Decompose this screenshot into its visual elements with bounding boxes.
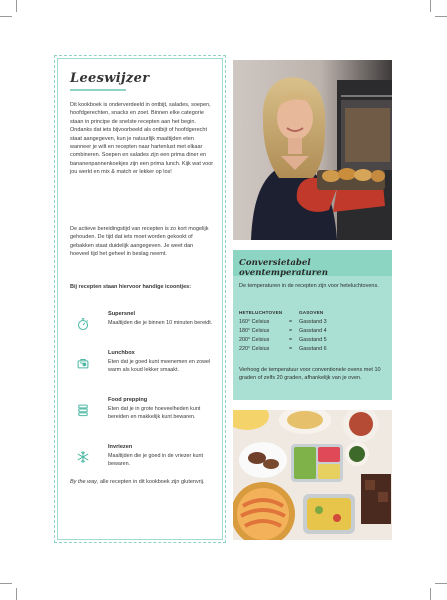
crop-mark bbox=[430, 0, 431, 12]
icon-title: Supersnel bbox=[108, 311, 136, 317]
conversion-note: Verhoog de temperatuur voor conventionele ovens met 10 graden of zelfs 20 graden, afhankelijk van je oven. bbox=[239, 367, 381, 382]
table-row bbox=[239, 336, 389, 345]
crop-mark bbox=[16, 588, 17, 600]
icon-desc: Eten dat je in grote hoeveelheden kunt bereiden en makkelijk kunt bewaren. bbox=[108, 406, 201, 420]
icon-desc: Maaltijden die je goed in de vriezer kunt bewaren. bbox=[108, 453, 203, 467]
list-item bbox=[70, 350, 218, 390]
icon-desc: Eten dat je goed kunt meenemen en zowel warm als koud lekker smaakt. bbox=[108, 359, 211, 373]
cell-gas: Gasstand 5 bbox=[299, 336, 327, 343]
crop-mark bbox=[0, 16, 12, 17]
cell-gas: Gasstand 4 bbox=[299, 328, 327, 335]
leeswijzer-paragraph-2: De actieve bereidingstijd van recepten is zo kort mogelijk gehouden. De tijd dat iets moet worden gekookt of gebakken staat duidelijk aangegeven. Je weet dan hoeveel tijd het geheel in beslag neemt. bbox=[70, 226, 209, 258]
cell-gas: Gasstand 6 bbox=[299, 345, 327, 352]
cell-eq: = bbox=[289, 328, 293, 335]
table-row bbox=[239, 327, 389, 336]
table-row bbox=[239, 318, 389, 327]
cell-eq: = bbox=[289, 336, 293, 343]
lunchbox-icon bbox=[74, 354, 92, 372]
gluten-note-text: , alle recepten in dit kookboek zijn glutenvrij. bbox=[96, 479, 205, 485]
title-underline bbox=[70, 89, 126, 91]
leeswijzer-card bbox=[57, 58, 223, 540]
conversion-intro: De temperaturen in de recepten zijn voor heteluchtovens. bbox=[239, 283, 379, 289]
table-header bbox=[239, 310, 389, 318]
list-item bbox=[70, 311, 218, 351]
leeswijzer-paragraph-1: Dit kookboek is onderverdeeld in ontbijt, salades, soepen, hoofdgerechten, snacks en zoet. Binnen elke categorie staan in principe de snelste recepten aan het begin. Ondanks dat iets bijvoorbeeld als ontbijt of hoofdgerecht staat aangegeven, kun je natuurlijk maaltijden eten wanneer je wilt en recepten naar hartenlust met elkaar combineren. Soepen en salades zijn een prima diner en bananenpannenkoekjes zijn een prima lunch. Kijk wat voor jou werkt en mix & match er lekker op los! bbox=[70, 102, 214, 176]
icon-title: Food prepping bbox=[108, 397, 148, 403]
crop-mark bbox=[435, 16, 447, 17]
crop-mark bbox=[435, 583, 447, 584]
table-row bbox=[239, 344, 389, 353]
conversion-title: Conversietabel oventemperaturen bbox=[239, 258, 329, 278]
photo-food-spread bbox=[233, 410, 392, 540]
crop-mark bbox=[0, 583, 12, 584]
icon-title: Lunchbox bbox=[108, 350, 135, 356]
header-spacer bbox=[289, 310, 299, 318]
cell-hetelucht: 200° Celsius bbox=[239, 336, 270, 343]
conversion-table-box bbox=[233, 250, 392, 400]
header-hetelucht: HETELUCHTOVEN bbox=[239, 310, 283, 315]
leeswijzer-title: Leeswijzer bbox=[70, 71, 150, 86]
cell-hetelucht: 180° Celsius bbox=[239, 328, 270, 335]
header-gas: GASOVEN bbox=[299, 310, 324, 315]
cell-gas: Gasstand 3 bbox=[299, 319, 327, 326]
list-item bbox=[70, 397, 218, 437]
cell-hetelucht: 160° Celsius bbox=[239, 319, 270, 326]
photo-woman-oven bbox=[233, 60, 392, 240]
icon-desc: Maaltijden die je binnen 10 minuten bereidt. bbox=[108, 320, 213, 326]
cell-eq: = bbox=[289, 319, 293, 326]
gluten-note-italic: By the way bbox=[70, 479, 97, 485]
crop-mark bbox=[430, 588, 431, 600]
icon-title: Invriezen bbox=[108, 444, 133, 450]
crop-mark bbox=[16, 0, 17, 12]
meal-prep-icon bbox=[74, 401, 92, 419]
stopwatch-icon bbox=[74, 315, 92, 333]
cell-eq: = bbox=[289, 345, 293, 352]
conversion-table bbox=[239, 310, 389, 353]
snowflake-icon bbox=[74, 448, 92, 466]
icons-intro: Bij recepten staan hiervoor handige icoontjes: bbox=[70, 284, 192, 290]
gluten-note bbox=[70, 478, 214, 486]
cell-hetelucht: 220° Celsius bbox=[239, 345, 270, 352]
